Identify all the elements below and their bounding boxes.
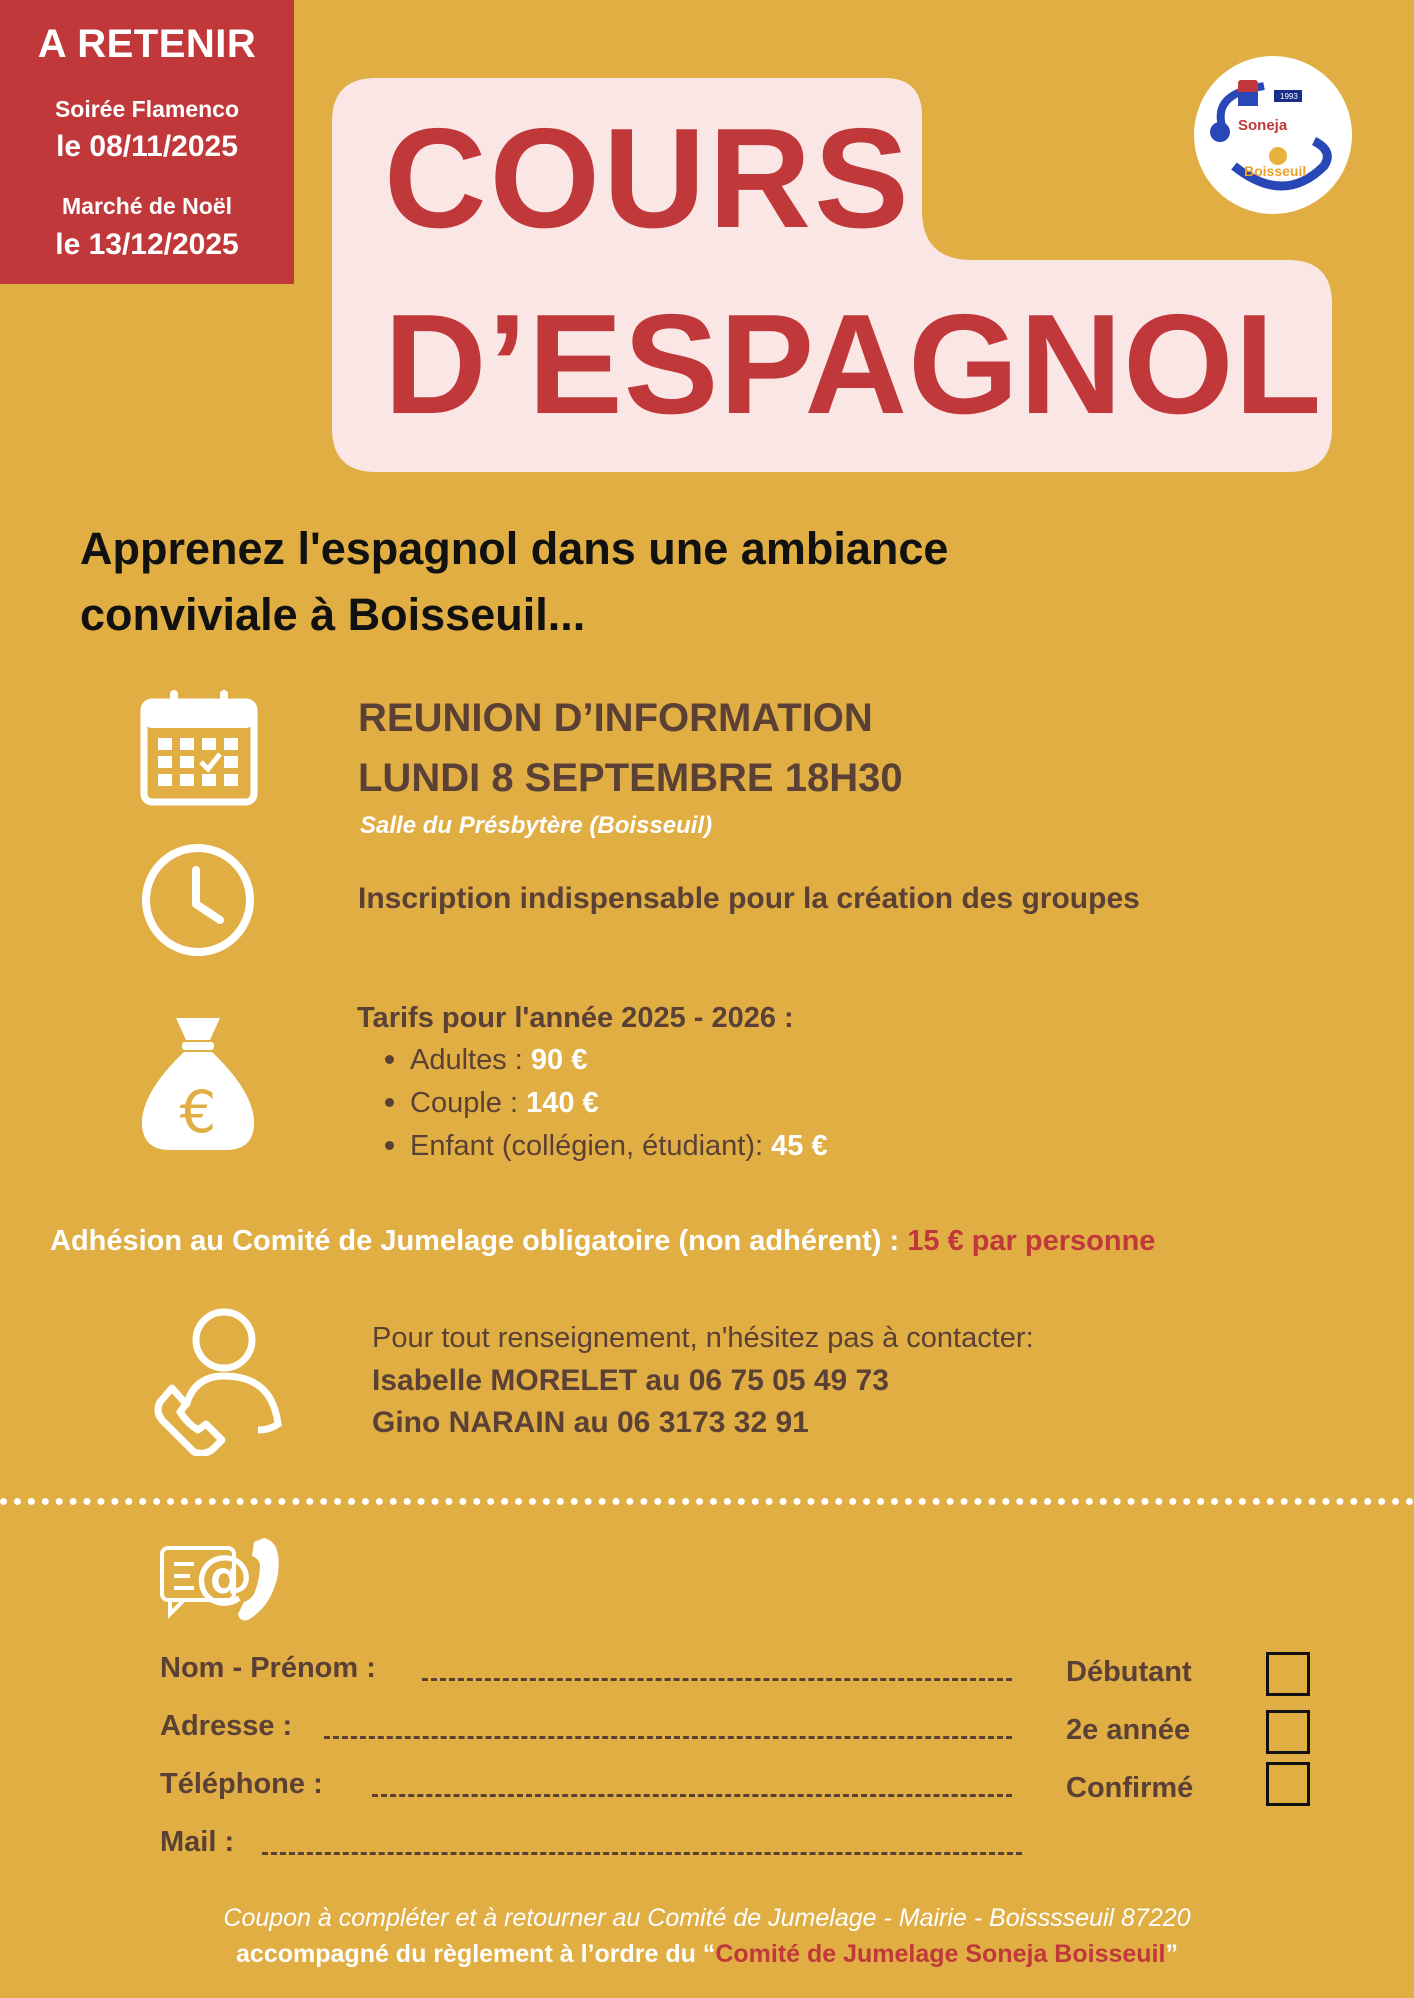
- tarif-label: Enfant (collégien, étudiant):: [410, 1130, 772, 1162]
- reminder-box: [0, 0, 294, 284]
- money-bag-icon: [140, 1014, 256, 1157]
- reminder-event-date: le 13/12/2025: [55, 228, 239, 261]
- contact-person: Gino NARAIN au 06 3173 32 91: [372, 1406, 809, 1439]
- coupon-payee: Comité de Jumelage Soneja Boisseuil: [715, 1940, 1166, 1968]
- calendar-icon: [140, 688, 258, 811]
- level-checkbox-debutant[interactable]: [1266, 1652, 1310, 1696]
- intro-line: conviviale à Boisseuil...: [80, 589, 586, 640]
- reminder-event-name: Soirée Flamenco: [54, 96, 240, 122]
- contact-person: Isabelle MORELET au 06 75 05 49 73: [372, 1364, 889, 1397]
- logo-town: Boisseuil: [1244, 163, 1307, 179]
- tarifs-title: Tarifs pour l'année 2025 - 2026 :: [357, 1002, 794, 1034]
- tarif-item: [385, 1044, 587, 1077]
- intro-text: [80, 516, 1180, 648]
- adhesion-price: 15 € par personne: [907, 1225, 1156, 1257]
- form-label-address: Adresse :: [160, 1710, 293, 1742]
- tarif-price: 90 €: [530, 1044, 588, 1076]
- logo-year: 1993: [1280, 92, 1298, 101]
- inscription-notice: Inscription indispensable pour la création des groupes: [358, 882, 1140, 915]
- intro-line: Apprenez l'espagnol dans une ambiance: [80, 523, 949, 574]
- address-field[interactable]: [324, 1736, 1012, 1739]
- level-checkbox-confirme[interactable]: [1266, 1762, 1310, 1806]
- page-title-line2: D’ESPAGNOL: [384, 285, 1323, 444]
- logo-name: Soneja: [1238, 117, 1288, 134]
- reminder-event-name: Marché de Noël: [62, 193, 232, 219]
- coupon-instruction: Coupon à compléter et à retourner au Comité de Jumelage - Mairie - Boisssseuil 87220: [223, 1904, 1191, 1932]
- level-label-debutant: Débutant: [1066, 1656, 1192, 1688]
- svg-text:@: @: [195, 1542, 253, 1610]
- logo: [1194, 56, 1352, 214]
- form-label-mail: Mail :: [160, 1826, 235, 1858]
- phone-field[interactable]: [372, 1794, 1012, 1797]
- adhesion-text: Adhésion au Comité de Jumelage obligatoire (non adhérent) :: [50, 1225, 908, 1257]
- tarif-label: Adultes :: [410, 1044, 531, 1076]
- page-title-line1: COURS: [384, 99, 912, 258]
- coupon-payment-prefix: accompagné du règlement à l’ordre du “: [236, 1940, 716, 1968]
- name-field[interactable]: [422, 1678, 1012, 1681]
- reminder-heading: A RETENIR: [37, 22, 257, 66]
- contact-phone-icon: [152, 1306, 282, 1461]
- level-label-confirme: Confirmé: [1066, 1772, 1194, 1804]
- meeting-title: REUNION D’INFORMATION: [358, 696, 873, 740]
- tarif-price: 45 €: [771, 1130, 828, 1162]
- svg-text:€: €: [179, 1078, 217, 1146]
- coupon-payment: [0, 1940, 1414, 1969]
- tarif-item: [385, 1087, 599, 1120]
- mail-field[interactable]: [262, 1852, 1022, 1855]
- level-label-2e-annee: 2e année: [1066, 1714, 1191, 1746]
- tarif-label: Couple :: [410, 1087, 527, 1119]
- clock-icon: [140, 842, 256, 963]
- coupon-payment-suffix: ”: [1165, 1940, 1178, 1968]
- form-label-name: Nom - Prénom :: [160, 1652, 376, 1684]
- meeting-date: LUNDI 8 SEPTEMBRE 18H30: [358, 756, 903, 800]
- form-label-phone: Téléphone :: [160, 1768, 323, 1800]
- reminder-event-date: le 08/11/2025: [56, 130, 238, 163]
- tarif-price: 140 €: [526, 1087, 599, 1119]
- adhesion-notice: [50, 1225, 1155, 1258]
- email-phone-icon: [160, 1534, 284, 1629]
- level-checkbox-2e-annee[interactable]: [1266, 1710, 1310, 1754]
- cut-line: [0, 1498, 1414, 1505]
- contact-intro: Pour tout renseignement, n'hésitez pas à contacter:: [372, 1322, 1034, 1354]
- tarif-item: [385, 1130, 828, 1163]
- meeting-place: Salle du Présbytère (Boisseuil): [360, 812, 713, 839]
